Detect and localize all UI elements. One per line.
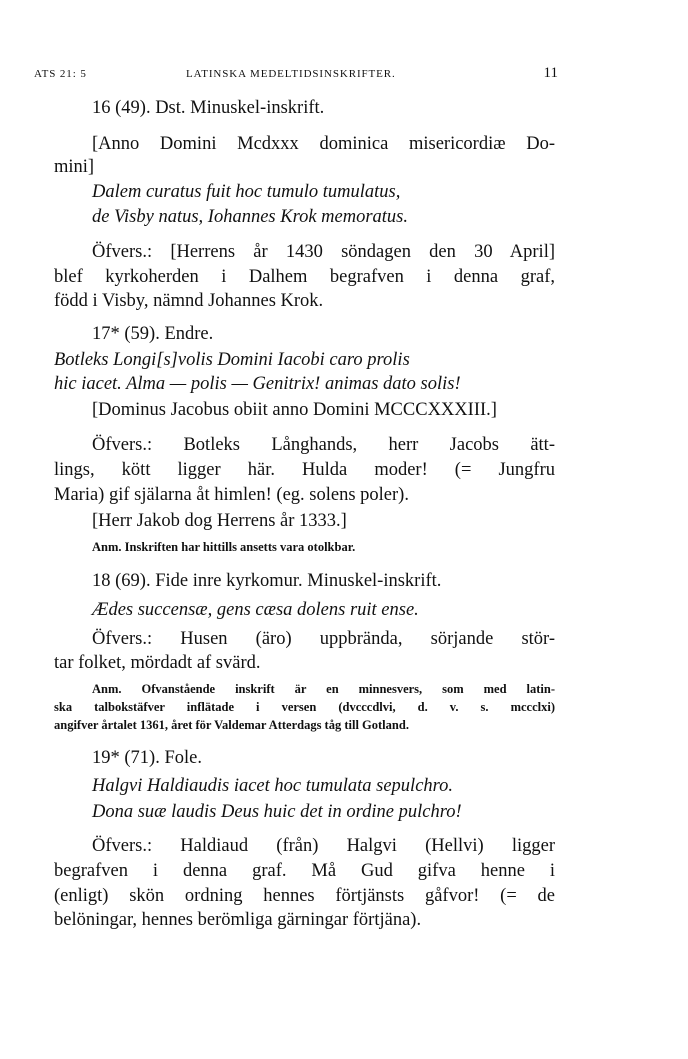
entry-17-note: Anm. Inskriften har hittills ansetts vara otolkbar. (92, 540, 356, 554)
entry-18-translation-line-1: Öfvers.: Husen (äro) uppbrända, sörjande stör- (92, 629, 555, 649)
entry-19-translation-line-1: Öfvers.: Haldiaud (från) Halgvi (Hellvi) ligger (92, 836, 555, 856)
entry-17-heading: 17* (59). Endre. (92, 324, 214, 344)
entry-19-verse-line-2: Dona suæ laudis Deus huic det in ordine pulchro! (92, 802, 462, 822)
entry-17-translation-line-2: lings, kött ligger här. Hulda moder! (= Jungfru (54, 460, 555, 480)
running-header (34, 65, 558, 84)
entry-16-translation-line-1: Öfvers.: [Herrens år 1430 söndagen den 30 April] (92, 242, 555, 262)
entry-17-translation-line-1: Öfvers.: Botleks Långhands, herr Jacobs ätt- (92, 435, 555, 455)
page-number: 11 (543, 65, 558, 81)
header-series: ATS 21: 5 (34, 68, 87, 80)
entry-17-verse-line-2: hic iacet. Alma — polis — Genitrix! animas dato solis! (54, 374, 461, 394)
entry-18-note-line-3: angifver årtalet 1361, året för Valdemar Atterdags tåg till Gotland. (54, 718, 409, 732)
entry-17-verse-line-1: Botleks Longi[s]volis Domini Iacobi caro prolis (54, 350, 410, 370)
entry-16-heading: 16 (49). Dst. Minuskel-inskrift. (92, 98, 325, 118)
entry-16-translation-line-3: född i Visby, nämnd Johannes Krok. (54, 291, 324, 311)
entry-16-verse-line-2: de Visby natus, Iohannes Krok memoratus. (92, 207, 409, 227)
entry-16-latin-line-1: [Anno Domini Mcdxxx dominica misericordiæ Do- (92, 134, 555, 154)
entry-18-note-line-1: Anm. Ofvanstående inskrift är en minnesvers, som med latin- (92, 682, 555, 696)
entry-17-bracket-line: [Dominus Jacobus obiit anno Domini MCCCXXXIII.] (92, 400, 497, 420)
entry-18-translation-line-2: tar folket, mördadt af svärd. (54, 653, 261, 673)
entry-19-translation-line-3: (enligt) skön ordning hennes förtjänsts gåfvor! (= de (54, 886, 555, 906)
entry-19-translation-line-4: belöningar, hennes berömliga gärningar förtjäna). (54, 910, 422, 930)
entry-16-verse-line-1: Dalem curatus fuit hoc tumulo tumulatus, (92, 182, 401, 202)
entry-19-translation-line-2: begrafven i denna graf. Må Gud gifva henne i (54, 861, 555, 881)
entry-18-verse-line-1: Ædes succensæ, gens cæsa dolens ruit ense. (92, 600, 419, 620)
entry-16-latin-line-2: mini] (54, 157, 95, 177)
entry-19-verse-line-1: Halgvi Haldiaudis iacet hoc tumulata sepulchro. (92, 776, 454, 796)
entry-17-translation-line-4: [Herr Jakob dog Herrens år 1333.] (92, 511, 347, 531)
entry-18-heading: 18 (69). Fide inre kyrkomur. Minuskel-inskrift. (92, 571, 442, 591)
entry-16-translation-line-2: blef kyrkoherden i Dalhem begrafven i denna graf, (54, 267, 555, 287)
entry-17-translation-line-3: Maria) gif själarna åt himlen! (eg. solens poler). (54, 485, 409, 505)
header-title: LATINSKA MEDELTIDSINSKRIFTER. (186, 68, 396, 80)
entry-18-note-line-2: ska talbokstäfver inflätade i versen (dvcccdlvi, d. v. s. mccclxi) (54, 700, 555, 714)
entry-19-heading: 19* (71). Fole. (92, 748, 202, 768)
